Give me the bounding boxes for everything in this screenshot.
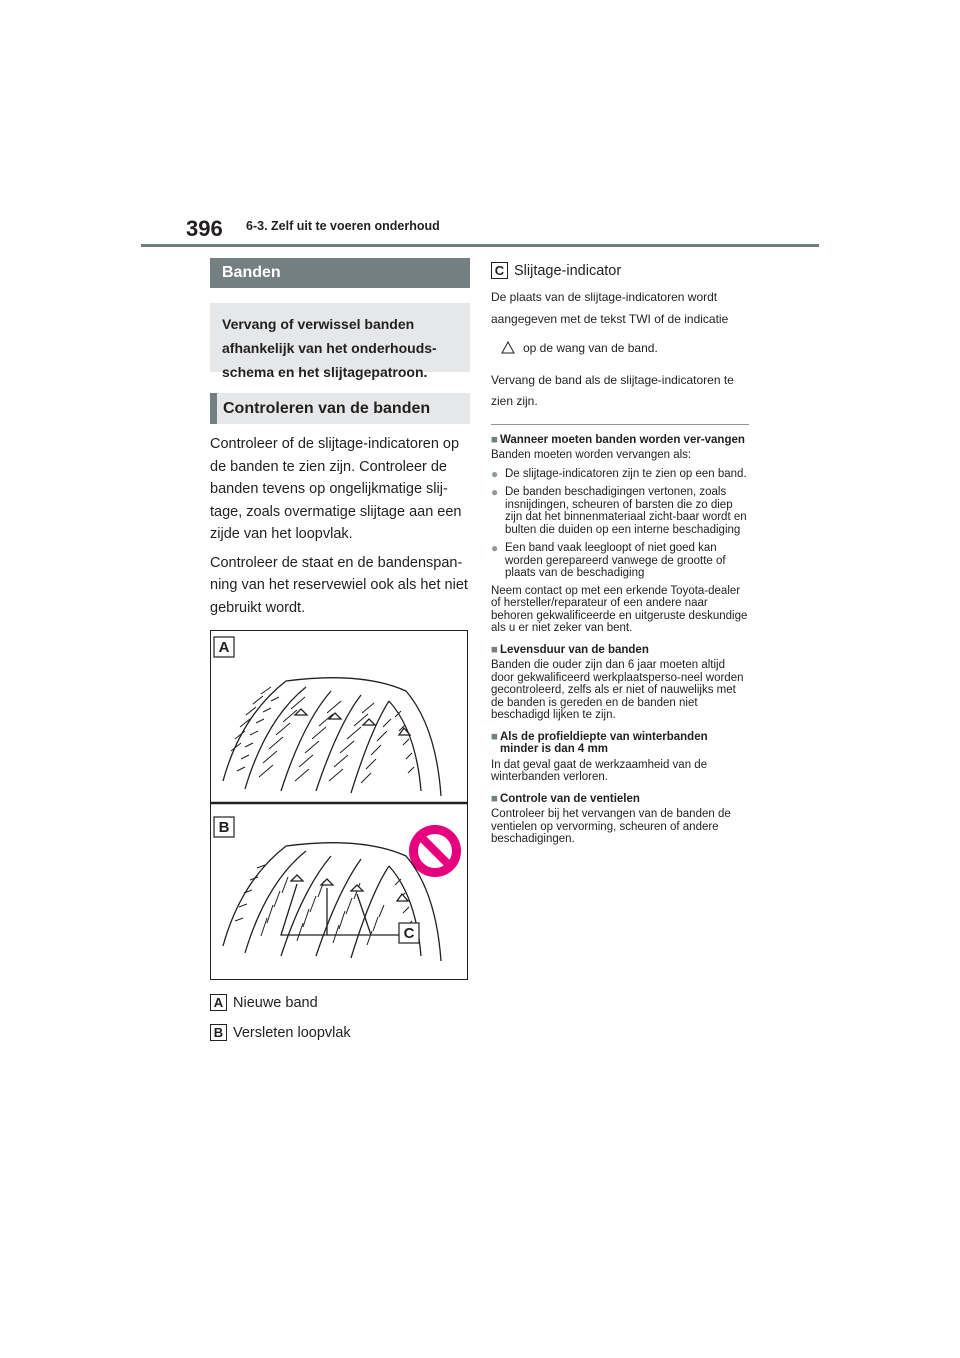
indicator-leader-lines: [281, 884, 409, 935]
topic-heading-text: Wanneer moeten banden worden ver-vangen: [499, 433, 745, 446]
topic-heading: [491, 644, 749, 657]
topic-heading: [491, 434, 749, 447]
topic-text: Banden die ouder zijn dan 6 jaar moeten altijd door gekwalificeerd werkplaatsperso-neel worden gecontroleerd, zelfs als er niet of nauwelijks met de banden is gereden en de banden niet beschadigd lijken te zijn.: [491, 659, 744, 721]
list-item: [491, 468, 749, 481]
page-number: 396: [186, 216, 223, 241]
figure-label-b: [214, 817, 234, 837]
body-paragraph: Vervang de band als de slijtage-indicatoren te zien zijn.: [491, 372, 734, 408]
topic-text: Neem contact op met een erkende Toyota-dealer of hersteller/reparateur of een andere naar behoren gekwalificeerde en uitgeruste deskundige als u er niet zeker van bent.: [491, 584, 748, 634]
topic-replace-tires: [491, 434, 749, 635]
list-item-text: Een band vaak leegloopt of niet goed kan worden gerepareerd vanwege de grootte of plaats van de beschadiging: [505, 542, 726, 579]
topic-heading: [491, 793, 749, 806]
topic-text: Controleer bij het vervangen van de banden de ventielen op vervorming, scheuren of andere beschadigingen.: [491, 808, 731, 845]
topic-winter-tread-depth: [491, 731, 749, 784]
topic-heading-text: Als de profieldiepte van winterbanden minder is dan 4 mm: [499, 730, 708, 755]
list-item-text: De banden beschadigingen vertonen, zoals insnijdingen, scheuren of barsten die zo diep zijn dat het binnenmateriaal zicht-baar wordt en bulten die duiden op een interne beschadiging: [505, 486, 747, 536]
right-column: [491, 258, 749, 846]
wear-indicator-triangle-icon: [501, 340, 515, 362]
summary-box: Vervang of verwissel banden afhankelijk van het onderhouds-schema en het slijtagepatroon.: [210, 303, 470, 372]
tire-illustration: [210, 630, 468, 980]
topic-heading-text: Controle van de ventielen: [499, 792, 640, 805]
figure-label-c-text: C: [403, 925, 415, 942]
topic-heading: [491, 731, 749, 756]
legend-item-new-tire: [210, 994, 470, 1011]
legend-key: A: [210, 994, 227, 1011]
topic-text: Banden moeten worden vervangen als:: [491, 449, 692, 461]
legend-key: B: [210, 1024, 227, 1041]
square-bullet-icon: ■: [491, 792, 498, 805]
figure-label-a-text: A: [218, 639, 230, 656]
square-bullet-icon: ■: [491, 433, 498, 446]
round-bullet-icon: ●: [491, 466, 499, 481]
body-paragraph: De plaats van de slijtage-indicatoren wordt aangegeven met de tekst TWI of de indicatie: [491, 290, 729, 326]
figure-label-c: [399, 923, 419, 943]
figure-label-a: [214, 637, 234, 657]
running-head: 6-3. Zelf uit te voeren onderhoud: [246, 219, 440, 233]
section-title: Banden: [210, 258, 470, 288]
prohibition-icon: [409, 825, 461, 877]
figure-label-b-text: B: [218, 819, 230, 836]
subheading: Controleren van de banden: [210, 393, 470, 424]
legend-item-worn-tread: [210, 1024, 470, 1041]
round-bullet-icon: ●: [491, 485, 499, 499]
body-paragraph-text: op de wang van de band.: [523, 341, 658, 355]
topic-valve-check: [491, 793, 749, 846]
legend-item-wear-indicator: [491, 262, 749, 279]
list-item: [491, 542, 749, 580]
body-paragraph: Controleer de staat en de bandenspan-ning van het reservewiel ook als het niet gebruikt wordt.: [210, 554, 468, 616]
body-paragraph: Controleer of de slijtage-indicatoren op de banden te zien zijn. Controleer de banden tevens op ongelijkmatige slij-tage, zoals overmatige slijtage aan een zijde van het loopvlak.: [210, 436, 462, 542]
round-bullet-icon: ●: [491, 541, 499, 555]
header-rule: [141, 244, 819, 247]
section-divider: [491, 424, 749, 425]
topic-text: In dat geval gaat de werkzaamheid van de winterbanden verloren.: [491, 758, 708, 783]
legend-key: C: [491, 262, 508, 279]
square-bullet-icon: ■: [491, 643, 498, 656]
list-item: [491, 486, 749, 536]
legend-text: Nieuwe band: [233, 994, 318, 1011]
square-bullet-icon: ■: [491, 730, 498, 743]
topic-tire-lifespan: [491, 644, 749, 722]
legend-text: Slijtage-indicator: [514, 262, 622, 279]
left-column: [210, 258, 470, 1041]
list-item-text: De slijtage-indicatoren zijn te zien op een band.: [505, 467, 747, 480]
topic-heading-text: Levensduur van de banden: [499, 643, 649, 656]
legend-text: Versleten loopvlak: [233, 1024, 351, 1041]
body-paragraph: [491, 338, 749, 362]
tire-new-drawing: [223, 678, 441, 796]
